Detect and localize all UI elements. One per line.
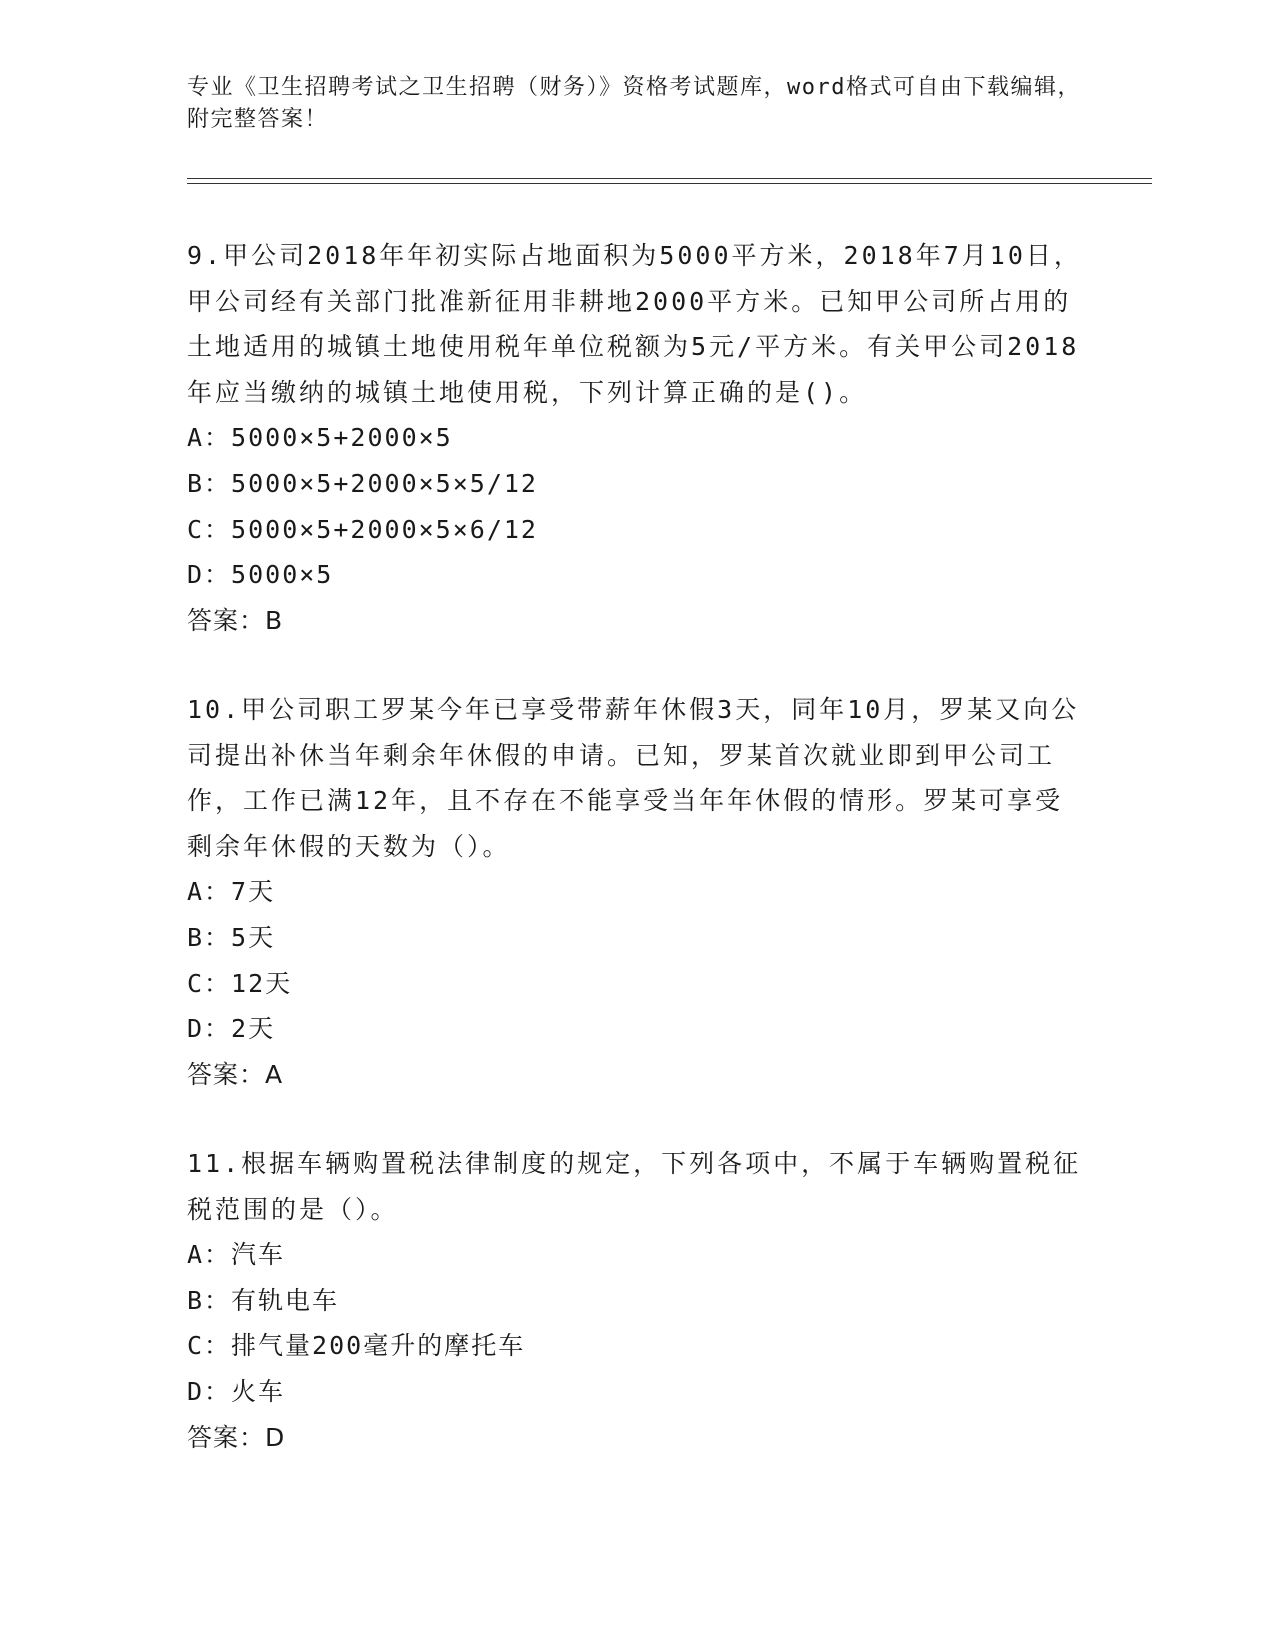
question-10 — [187, 687, 1087, 1097]
answer: 答案：A — [187, 1059, 284, 1089]
question-stem: 9.甲公司2018年年初实际占地面积为5000平方米，2018年7月10日，甲公司经有关部门批准新征用非耕地2000平方米。已知甲公司所占用的土地适用的城镇土地使用税年单位税额为5元/平方米。有关甲公司2018年应当缴纳的城镇土地使用税，下列计算正确的是()。 — [187, 241, 1082, 407]
option-c: C：12天 — [187, 968, 293, 998]
option-b: B：5天 — [187, 922, 276, 952]
header-divider-top — [187, 178, 1152, 179]
option-a: A：5000×5+2000×5 — [187, 423, 453, 453]
question-11 — [187, 1141, 1087, 1460]
option-d: D：2天 — [187, 1014, 276, 1044]
option-b: B：5000×5+2000×5×5/12 — [187, 468, 538, 498]
option-a: A：7天 — [187, 877, 276, 907]
option-c: C：排气量200毫升的摩托车 — [187, 1331, 526, 1361]
question-stem: 10.甲公司职工罗某今年已享受带薪年休假3天，同年10月，罗某又向公司提出补休当年剩余年休假的申请。已知，罗某首次就业即到甲公司工作，工作已满12年，且不存在不能享受当年年休假的情形。罗某可享受剩余年休假的天数为（）。 — [187, 695, 1080, 861]
option-b: B：有轨电车 — [187, 1285, 340, 1315]
option-d: D：5000×5 — [187, 560, 334, 590]
option-a: A：汽车 — [187, 1240, 286, 1270]
question-stem: 11.根据车辆购置税法律制度的规定，下列各项中，不属于车辆购置税征税范围的是（）。 — [187, 1149, 1082, 1224]
question-9 — [187, 233, 1087, 643]
option-d: D：火车 — [187, 1376, 286, 1406]
option-c: C：5000×5+2000×5×6/12 — [187, 514, 538, 544]
answer: 答案：B — [187, 605, 284, 635]
answer: 答案：D — [187, 1422, 286, 1452]
header-divider-bottom — [187, 183, 1152, 184]
document-header: 专业《卫生招聘考试之卫生招聘（财务）》资格考试题库，word格式可自由下载编辑，附完整答案！ — [187, 75, 1081, 132]
